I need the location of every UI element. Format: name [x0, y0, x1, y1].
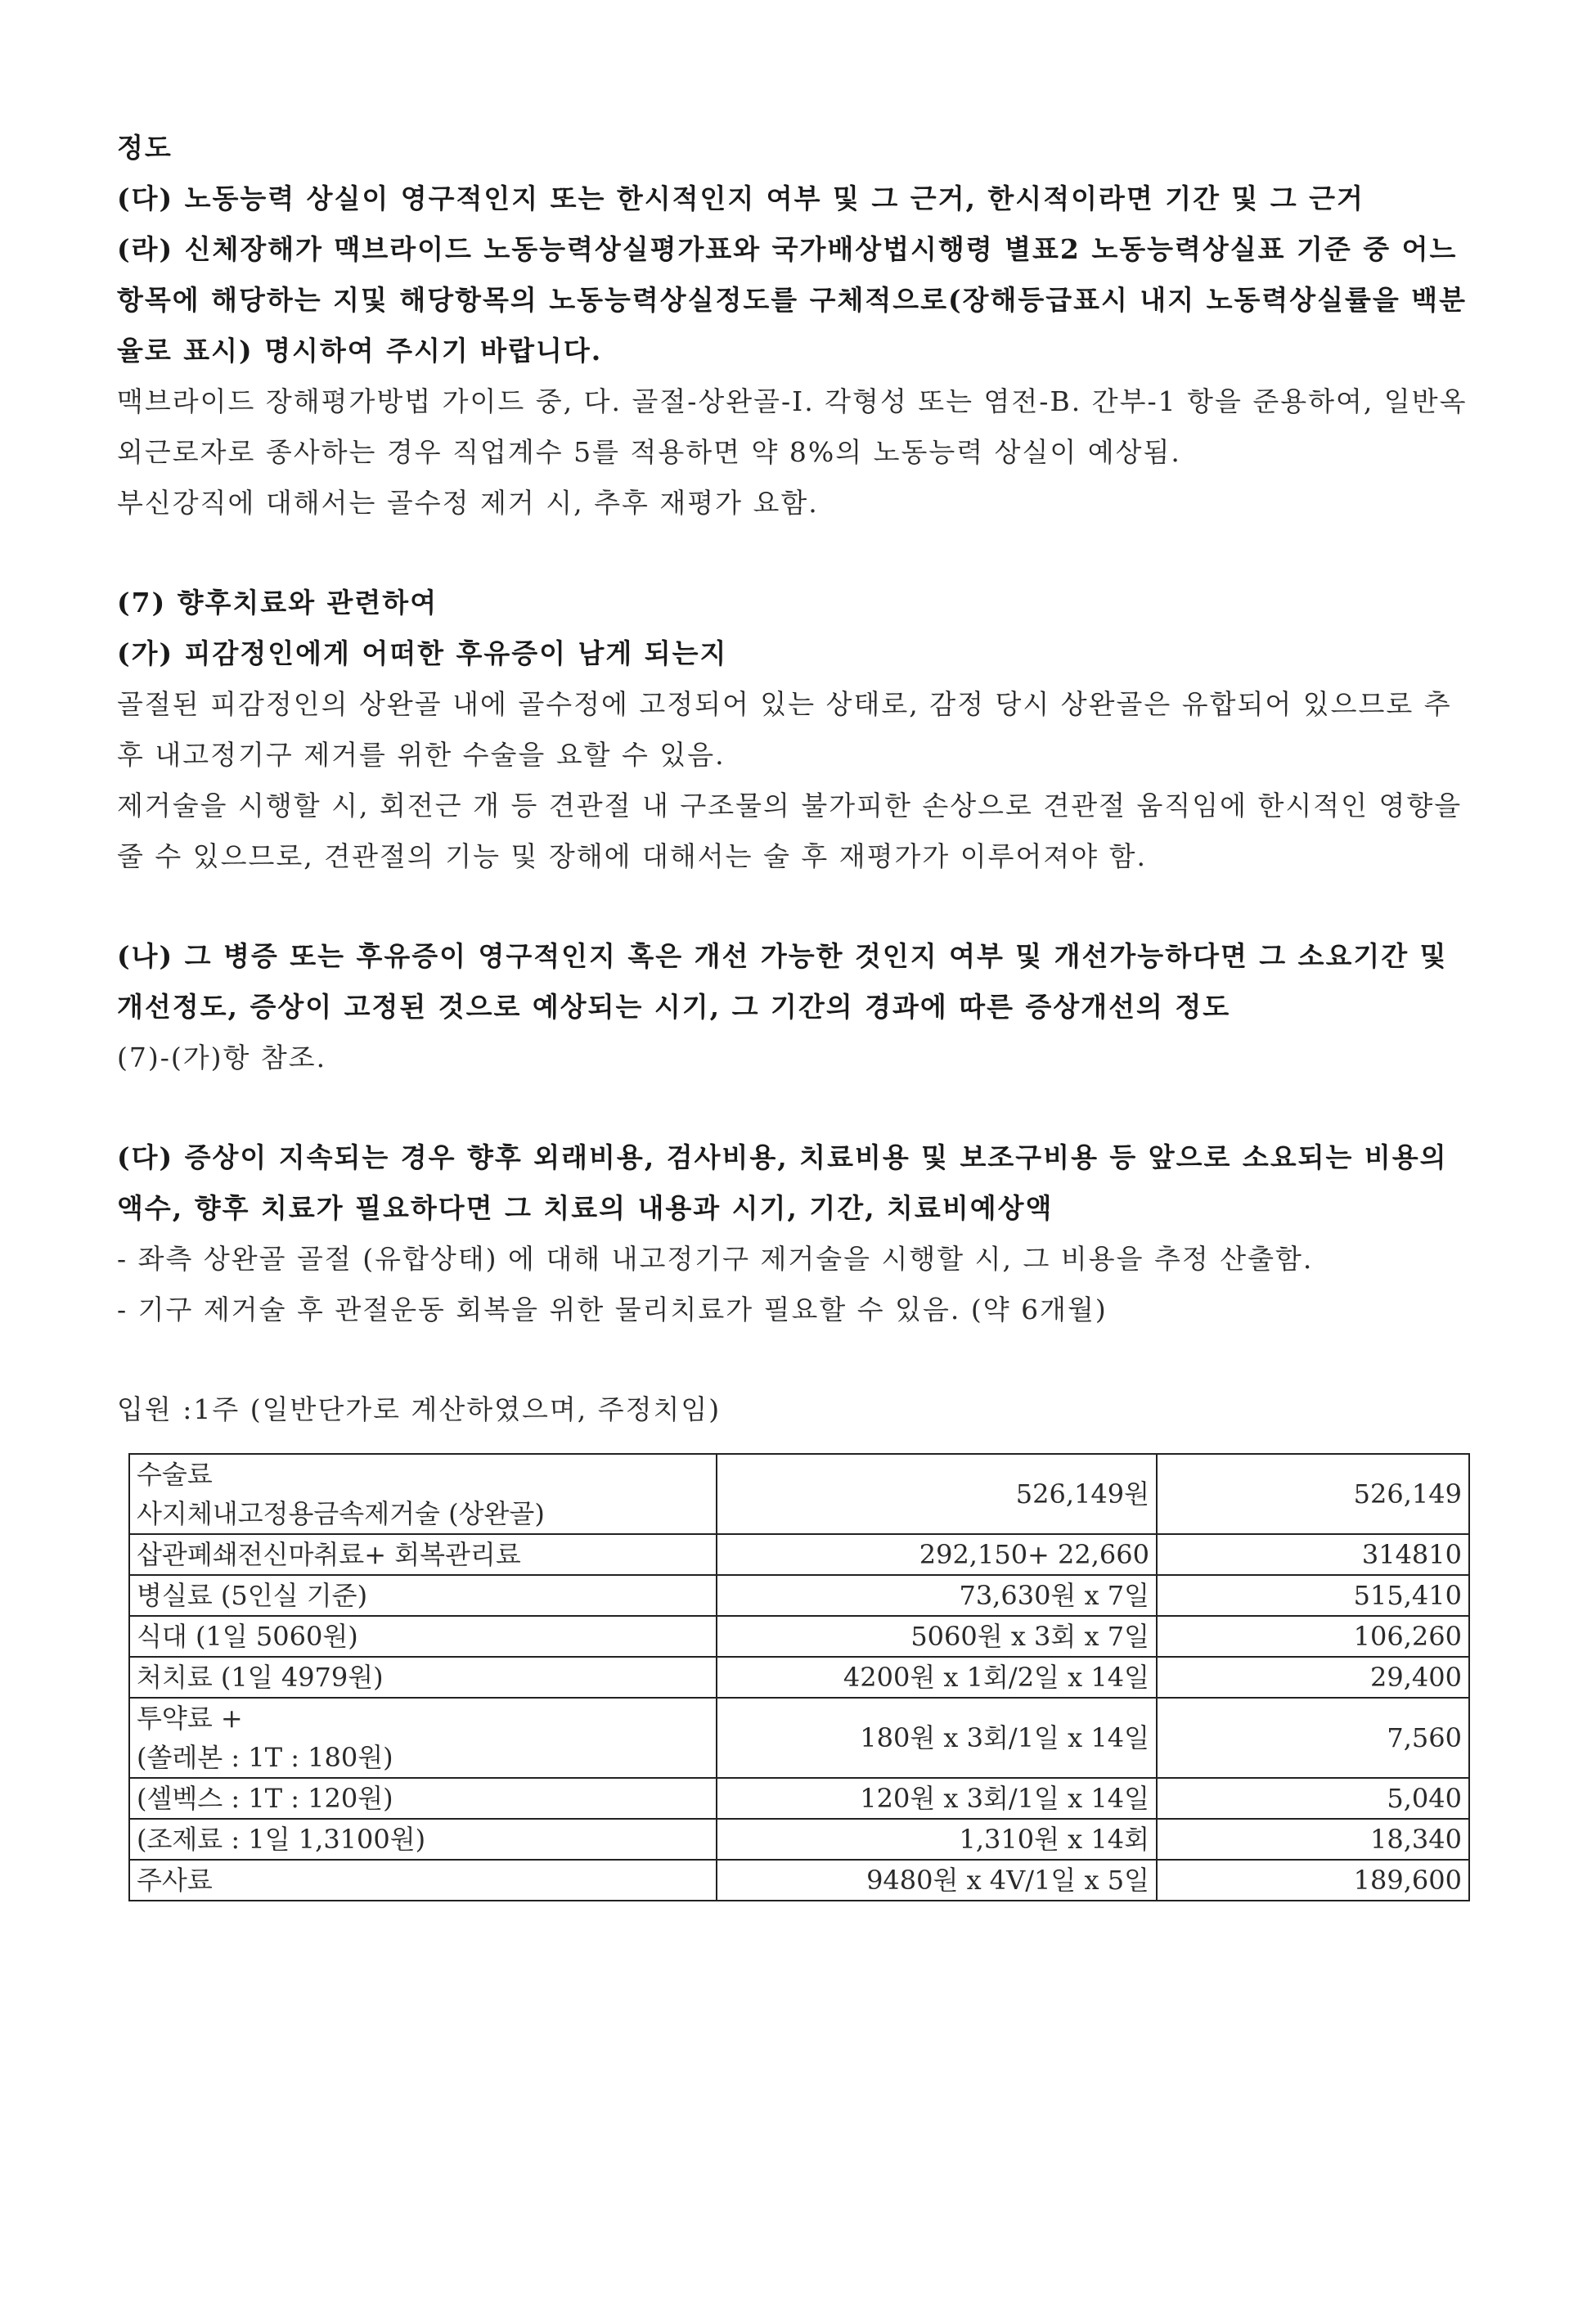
table-row — [129, 1657, 1469, 1698]
cost-calc-cell: 73,630원 x 7일 — [717, 1575, 1157, 1616]
body-paragraph: 제거술을 시행할 시, 회전근 개 등 견관절 내 구조물의 불가피한 손상으로 견관절 움직임에 한시적인 영향을 줄 수 있으므로, 견관절의 기능 및 장해에 대해서는 술 후 재평가가 이루어져야 함. — [117, 790, 1463, 872]
body-paragraph: 부신강직에 대해서는 골수정 제거 시, 추후 재평가 요함. — [117, 487, 819, 519]
cost-calc-cell: 9480원 x 4V/1일 x 5일 — [717, 1860, 1157, 1901]
cost-item-cell: 병실료 (5인실 기준) — [129, 1575, 717, 1616]
paragraph-spacer — [117, 529, 1475, 578]
body-paragraph: 입원 :1주 (일반단가로 계산하였으며, 주정치임) — [117, 1393, 722, 1425]
cost-item-cell: (조제료 : 1일 1,3100원) — [129, 1819, 717, 1860]
section-heading: (다) 노동능력 상실이 영구적인지 또는 한시적인지 여부 및 그 근거, 한시적이라면 기간 및 그 근거 — [117, 182, 1364, 214]
cost-calc-cell: 120원 x 3회/1일 x 14일 — [717, 1778, 1157, 1819]
cost-amount-cell: 7,560 — [1157, 1698, 1469, 1778]
cost-item-cell: 삽관폐쇄전신마취료+ 회복관리료 — [129, 1534, 717, 1575]
table-row — [129, 1819, 1469, 1860]
cost-item-cell: 수술료 사지체내고정용금속제거술 (상완골) — [129, 1454, 717, 1534]
section-heading: (가) 피감정인에게 어떠한 후유증이 남게 되는지 — [117, 637, 728, 669]
cost-item-cell: 처치료 (1일 4979원) — [129, 1657, 717, 1698]
cost-amount-cell: 5,040 — [1157, 1778, 1469, 1819]
body-paragraph: (7)-(가)항 참조. — [117, 1042, 327, 1073]
cost-amount-cell: 515,410 — [1157, 1575, 1469, 1616]
body-paragraph: - 기구 제거술 후 관절운동 회복을 위한 물리치료가 필요할 수 있음. (약 6개월) — [117, 1294, 1108, 1325]
table-row — [129, 1778, 1469, 1819]
cost-calc-cell: 180원 x 3회/1일 x 14일 — [717, 1698, 1157, 1778]
table-row — [129, 1616, 1469, 1657]
cost-item-cell: (셀벡스 : 1T : 120원) — [129, 1778, 717, 1819]
body-paragraph: - 좌측 상완골 골절 (유합상태) 에 대해 내고정기구 제거술을 시행할 시, 그 비용을 추정 산출함. — [117, 1243, 1314, 1275]
cost-item-cell: 투약료 + (쏠레본 : 1T : 180원) — [129, 1698, 717, 1778]
cost-calc-cell: 292,150+ 22,660 — [717, 1534, 1157, 1575]
cost-amount-cell: 189,600 — [1157, 1860, 1469, 1901]
cost-estimate-table — [128, 1453, 1470, 1901]
paragraph-spacer — [117, 882, 1475, 931]
cost-amount-cell: 106,260 — [1157, 1616, 1469, 1657]
document-body — [117, 123, 1475, 1435]
table-row — [129, 1860, 1469, 1901]
cost-amount-cell: 29,400 — [1157, 1657, 1469, 1698]
table-row — [129, 1698, 1469, 1778]
cost-amount-cell: 314810 — [1157, 1534, 1469, 1575]
table-row — [129, 1575, 1469, 1616]
cost-calc-cell: 526,149원 — [717, 1454, 1157, 1534]
document-page — [117, 123, 1475, 1901]
table-row — [129, 1534, 1469, 1575]
cost-item-cell: 식대 (1일 5060원) — [129, 1616, 717, 1657]
section-heading: (나) 그 병증 또는 후유증이 영구적인지 혹은 개선 가능한 것인지 여부 및 개선가능하다면 그 소요기간 및 개선정도, 증상이 고정된 것으로 예상되는 시기, 그 기간의 경과에 따른 증상개선의 정도 — [117, 940, 1448, 1023]
section-heading: (다) 증상이 지속되는 경우 향후 외래비용, 검사비용, 치료비용 및 보조구비용 등 앞으로 소요되는 비용의 액수, 향후 치료가 필요하다면 그 치료의 내용과 시기, 기간, 치료비예상액 — [117, 1141, 1448, 1224]
table-row — [129, 1454, 1469, 1534]
cost-amount-cell: 526,149 — [1157, 1454, 1469, 1534]
section-heading: (라) 신체장해가 맥브라이드 노동능력상실평가표와 국가배상법시행령 별표2 노동능력상실표 기준 중 어느 항목에 해당하는 지및 해당항목의 노동능력상실정도를 구체적으로(장해등급표시 내지 노동력상실률을 백분율로 표시) 명시하여 주시기 바랍니다. — [117, 233, 1468, 367]
cost-item-cell: 주사료 — [129, 1860, 717, 1901]
section-heading: (7) 향후치료와 관련하여 — [117, 587, 438, 619]
section-heading: 정도 — [117, 132, 173, 164]
paragraph-spacer — [117, 1083, 1475, 1132]
paragraph-spacer — [117, 1335, 1475, 1384]
cost-amount-cell: 18,340 — [1157, 1819, 1469, 1860]
body-paragraph: 맥브라이드 장해평가방법 가이드 중, 다. 골절-상완골-I. 각형성 또는 염전-B. 간부-1 항을 준용하여, 일반옥외근로자로 종사하는 경우 직업계수 5를 적용하면 약 8%의 노동능력 상실이 예상됨. — [117, 385, 1468, 468]
cost-calc-cell: 4200원 x 1회/2일 x 14일 — [717, 1657, 1157, 1698]
body-paragraph: 골절된 피감정인의 상완골 내에 골수정에 고정되어 있는 상태로, 감정 당시 상완골은 유합되어 있으므로 추후 내고정기구 제거를 위한 수술을 요할 수 있음. — [117, 688, 1452, 771]
cost-calc-cell: 1,310원 x 14회 — [717, 1819, 1157, 1860]
cost-calc-cell: 5060원 x 3회 x 7일 — [717, 1616, 1157, 1657]
